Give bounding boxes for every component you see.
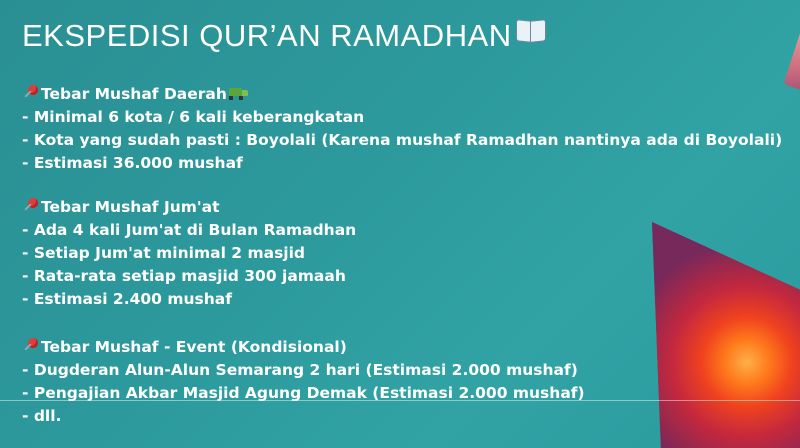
pushpin-icon	[22, 338, 40, 354]
section-tebar-mushaf-event	[22, 336, 585, 428]
list-item: - Pengajian Akbar Masjid Agung Demak (Estimasi 2.000 mushaf)	[22, 384, 585, 402]
list-item: - Dugderan Alun-Alun Semarang 2 hari (Estimasi 2.000 mushaf)	[22, 361, 578, 379]
list-item: - Estimasi 2.400 mushaf	[22, 290, 232, 308]
section-heading-text: Tebar Mushaf Jum'at	[41, 198, 220, 216]
slide-title-text: EKSPEDISI QUR’AN RAMADHAN	[22, 18, 512, 53]
section-heading	[22, 83, 782, 106]
list-item: - Minimal 6 kota / 6 kali keberangkatan	[22, 108, 365, 126]
list-item: - Ada 4 kali Jum'at di Bulan Ramadhan	[22, 221, 357, 239]
pushpin-icon	[22, 85, 40, 101]
section-tebar-mushaf-jumat	[22, 196, 356, 311]
decorative-gradient-shape	[652, 222, 800, 448]
list-item: - Rata-rata setiap masjid 300 jamaah	[22, 267, 346, 285]
section-tebar-mushaf-daerah	[22, 83, 782, 175]
section-heading	[22, 336, 585, 359]
list-item: - Setiap Jum'at minimal 2 masjid	[22, 244, 306, 262]
section-heading-text: Tebar Mushaf Daerah	[41, 85, 227, 103]
open-book-icon	[516, 20, 546, 42]
section-heading-text: Tebar Mushaf - Event (Kondisional)	[41, 338, 347, 356]
truck-icon	[229, 87, 249, 100]
list-item: - Estimasi 36.000 mushaf	[22, 154, 243, 172]
slide-title	[22, 18, 546, 54]
section-heading	[22, 196, 356, 219]
list-item: - Kota yang sudah pasti : Boyolali (Karena mushaf Ramadhan nantinya ada di Boyolali)	[22, 131, 783, 149]
pushpin-icon	[22, 198, 40, 214]
decorative-shape-top-right	[783, 27, 800, 93]
list-item: - dll.	[22, 407, 62, 425]
